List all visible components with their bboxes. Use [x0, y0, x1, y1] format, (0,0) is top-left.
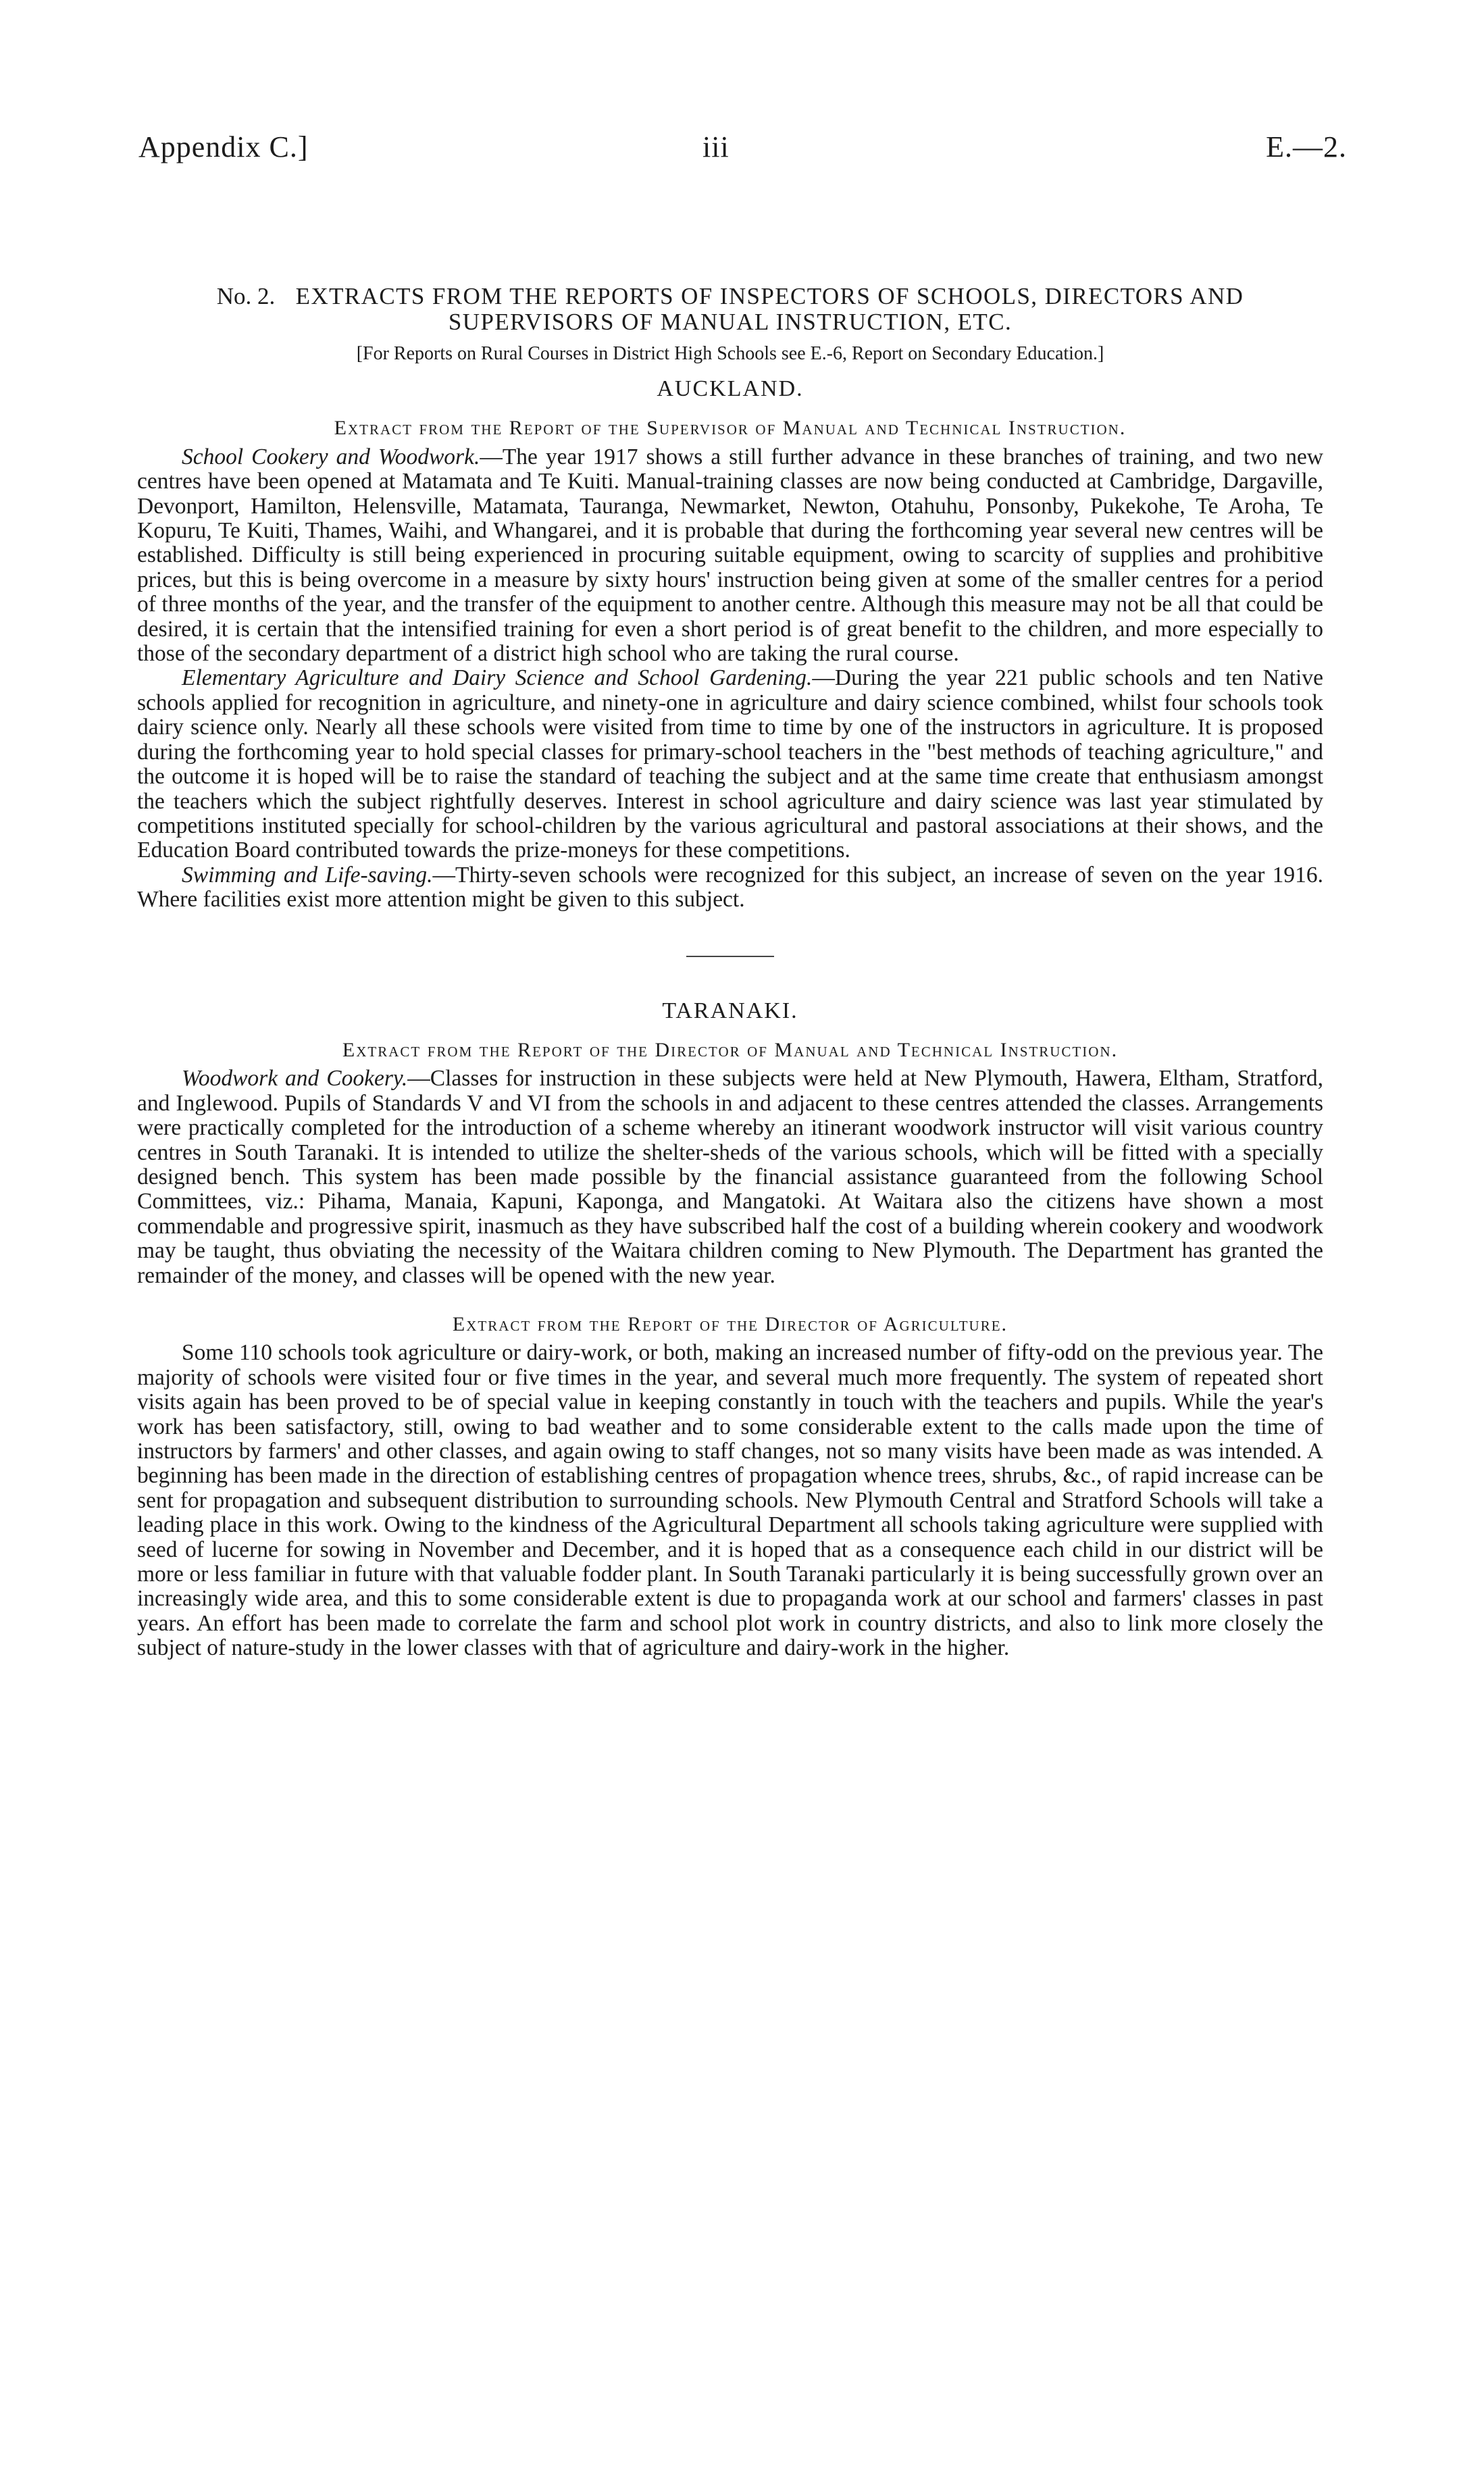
taranaki-paragraph-woodwork [137, 1067, 1323, 1288]
section-divider [686, 956, 774, 957]
taranaki-agriculture-extract-heading: Extract from the Report of the Director of Agriculture. [452, 1313, 1008, 1335]
auckland-extract-heading: Extract from the Report of the Supervisor of Manual and Technical Instruction. [334, 417, 1127, 440]
auckland-paragraph-cookery [137, 445, 1323, 667]
taranaki-section [137, 999, 1323, 1661]
auckland-paragraph-swimming-lead: Swimming and Life-saving. [182, 862, 433, 888]
document-body [137, 284, 1323, 1661]
auckland-paragraph-swimming-text: —Thirty-seven schools were recognized for this subject, an increase of seven on the year 1916. Where facilities exist more attention might be given to this subject. [137, 862, 1324, 913]
taranaki-paragraph-agriculture: Some 110 schools took agriculture or dairy-work, or both, making an increased number of fifty-odd on the previous year. The majority of schools were visited four or five times in the year, and several much more frequently. The system of repeated short visits again has been proved to be of special value in keeping constantly in touch with the teachers and pupils. While the year's work has been satisfactory, still, owing to bad weather and to some considerable extent to the calls made upon the time of instructors by farmers' and other classes, and again owing to staff changes, not so many visits have been made as was intended. A beginning has been made in the direction of establishing centres of propagation whence trees, shrubs, &c., of rapid increase can be sent for propagation and subsequent distribution to surrounding schools. New Plymouth Central and Stratford Schools will take a leading place in this work. Owing to the kindness of the Agricultural Department all schools taking agriculture were supplied with seed of lucerne for sowing in November and December, and it is hoped that as a consequence each child in our district will be more or less familiar in future with that valuable fodder plant. In South Taranaki particularly it is being successfully grown over an increasingly wide area, and this to some considerable extent is due to propaganda work at our school and farmers' classes in past years. An effort has been made to correlate the farm and school plot work in country districts, and also to link more closely the subject of nature-study in the lower classes with that of agriculture and dairy-work in the higher. [137, 1340, 1323, 1661]
running-header-left: Appendix C.] [138, 130, 309, 163]
taranaki-extract-heading: Extract from the Report of the Director of Manual and Technical Instruction. [342, 1038, 1119, 1061]
auckland-paragraph-agriculture-text: —During the year 221 public schools and ten Native schools applied for recognition in agriculture, and ninety-one in agriculture and dairy science combined, whilst four schools took dairy science only. Nearly all these schools were visited from time to time by one of the instructors in agriculture. It is proposed during the forthcoming year to hold special classes for primary-school teachers in the "best methods of teaching agriculture," and the outcome it is hoped will be to raise the standard of teaching the subject and at the same time create that enthusiasm amongst the teachers which the subject rightfully deserves. Interest in school agriculture and dairy science was last year stimulated by competitions instituted specially for school-children by the various agricultural and pastoral associations at their shows, and the Education Board contributed towards the prize-moneys for these competitions. [137, 665, 1323, 863]
running-header-right: E.—2. [1266, 130, 1347, 163]
document-title-text: EXTRACTS FROM THE REPORTS OF INSPECTORS OF SCHOOLS, DIRECTORS AND SUPERVISORS OF MANUAL INSTRUCTION, ETC. [295, 283, 1244, 335]
auckland-paragraph-swimming [137, 863, 1323, 913]
auckland-paragraph-cookery-lead: School Cookery and Woodwork. [182, 444, 480, 469]
page-number: iii [702, 130, 730, 163]
document-title [137, 284, 1323, 335]
document-number: No. 2. [216, 283, 276, 309]
taranaki-paragraph-woodwork-lead: Woodwork and Cookery. [182, 1066, 408, 1092]
spacer [137, 1288, 1323, 1312]
auckland-paragraph-cookery-text: —The year 1917 shows a still further advance in these branches of training, and two new centres have been opened at Matamata and Te Kuiti. Manual-training classes are now being conducted at Cambridge, Dargaville, Devonport, Hamilton, Helensville, Matamata, Tauranga, Newmarket, Newton, Otahuhu, Ponsonby, Pukekohe, Te Aroha, Te Kopuru, Te Kuiti, Thames, Waihi, and Whangarei, and it is probable that during the forthcoming year several new centres will be established. Difficulty is still being experienced in procuring suitable equipment, owing to scarcity of supplies and prohibitive prices, but this is being overcome in a measure by sixty hours' instruction being given at some of the smaller centres for a period of three months of the year, and the transfer of the equipment to another centre. Although this measure may not be all that could be desired, it is certain that the intensified training for even a short period is of great benefit to the children, and more especially to those of the secondary department of a district high school who are taking the rural course. [137, 444, 1324, 667]
auckland-heading: AUCKLAND. [657, 376, 804, 401]
auckland-section [137, 377, 1323, 913]
auckland-paragraph-agriculture [137, 666, 1323, 863]
taranaki-heading: TARANAKI. [662, 998, 798, 1023]
auckland-paragraph-agriculture-lead: Elementary Agriculture and Dairy Science and School Gardening. [182, 665, 813, 691]
cross-reference-note: [For Reports on Rural Courses in District High Schools see E.-6, Report on Secondary Education.] [356, 343, 1104, 364]
taranaki-paragraph-woodwork-text: —Classes for instruction in these subjects were held at New Plymouth, Hawera, Eltham, Stratford, and Inglewood. Pupils of Standards V and VI from the schools in and adjacent to these centres attended the classes. Arrangements were practically completed for the introduction of a scheme whereby an itinerant woodwork instructor will visit various country centres in South Taranaki. It is intended to utilize the shelter-sheds of the various schools, which will be fitted with a specially designed bench. This system has been made possible by the financial assistance guaranteed from the following School Committees, viz.: Pihama, Manaia, Kapuni, Kaponga, and Mangatoki. At Waitara also the citizens have shown a most commendable and progressive spirit, inasmuch as they have subscribed half the cost of a building wherein cookery and woodwork may be taught, thus obviating the necessity of the Waitara children coming to New Plymouth. The Department has granted the remainder of the money, and classes will be opened with the new year. [137, 1066, 1323, 1288]
